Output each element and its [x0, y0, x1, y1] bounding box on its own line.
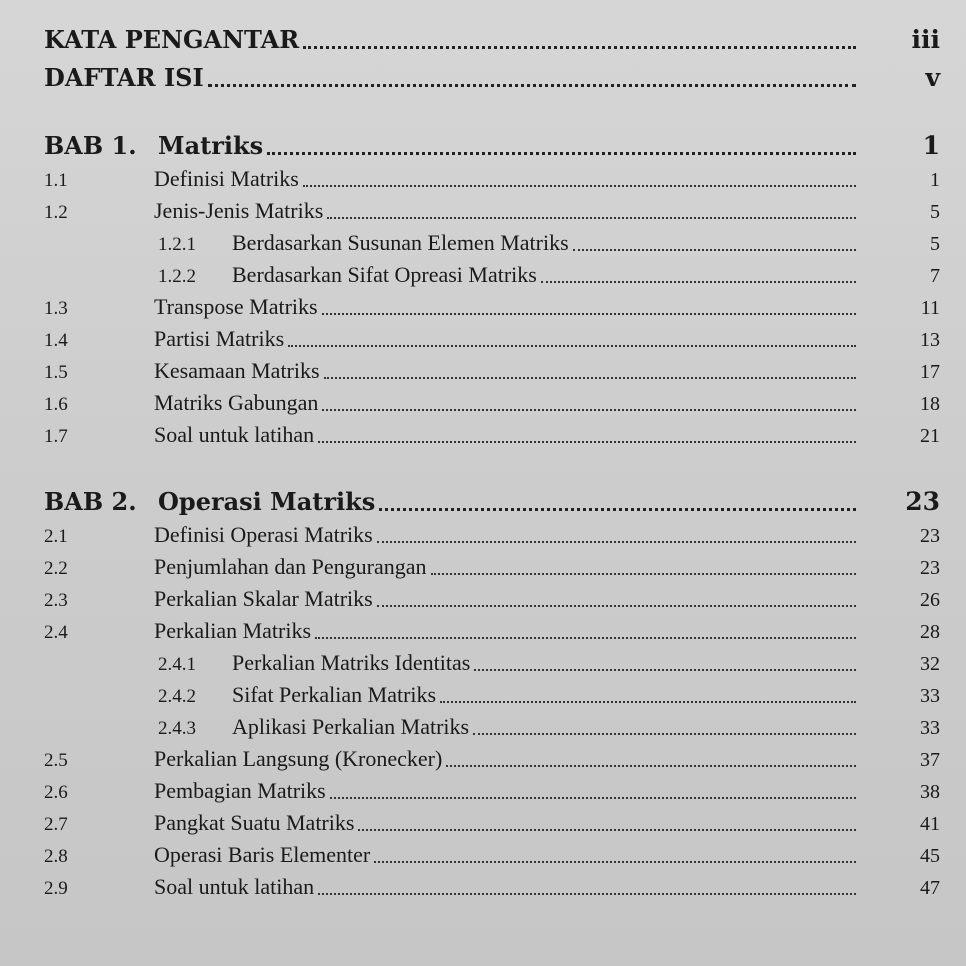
leader-dots: [322, 296, 856, 318]
entry-number: 1.2.2: [158, 266, 196, 287]
toc-entry-1-5[interactable]: [44, 350, 940, 382]
toc-entry-2-7[interactable]: [44, 802, 940, 834]
entry-number: 2.6: [44, 782, 68, 803]
toc-entry-1-2-1[interactable]: [44, 222, 940, 254]
entry-number: 1.3: [44, 298, 68, 319]
toc-page-number: 17: [920, 361, 940, 383]
leader-dots: [315, 620, 856, 642]
toc-page-number: 33: [920, 717, 940, 739]
toc-page-number: v: [925, 63, 940, 92]
entry-number: 2.4.1: [158, 654, 196, 675]
toc-entry-2-6[interactable]: [44, 770, 940, 802]
leader-dots: [208, 66, 856, 90]
entry-title: Jenis-Jenis Matriks: [154, 198, 324, 223]
entry-number: 2.1: [44, 526, 68, 547]
toc-page-number: 7: [930, 265, 940, 287]
toc-page-number: 13: [920, 329, 940, 351]
toc-front-daftar-isi[interactable]: [44, 52, 940, 90]
toc-entry-2-2[interactable]: [44, 546, 940, 578]
leader-dots: [474, 652, 856, 674]
entry-title: Perkalian Skalar Matriks: [154, 586, 373, 611]
leader-dots: [377, 588, 856, 610]
toc-page-number: 38: [920, 781, 940, 803]
toc-entry-2-9[interactable]: [44, 866, 940, 898]
chapter-title: Matriks: [158, 131, 264, 160]
chapter-label: BAB 2.: [44, 487, 137, 516]
entry-number: 2.4: [44, 622, 68, 643]
toc-page-number: 26: [920, 589, 940, 611]
leader-dots: [473, 716, 856, 738]
toc-entry-2-4[interactable]: [44, 610, 940, 642]
entry-title: Berdasarkan Susunan Elemen Matriks: [232, 230, 569, 255]
toc-page-number: 18: [920, 393, 940, 415]
toc-page-number: 1: [922, 131, 940, 160]
leader-dots: [288, 328, 856, 350]
toc-page-number: 47: [920, 877, 940, 899]
toc-entry-1-3[interactable]: [44, 286, 940, 318]
toc-entry-2-8[interactable]: [44, 834, 940, 866]
toc-chapter-1[interactable]: [44, 120, 940, 158]
toc-chapter-2[interactable]: [44, 476, 940, 514]
toc-entry-1-2[interactable]: [44, 190, 940, 222]
entry-number: 2.5: [44, 750, 68, 771]
entry-number: 2.4.3: [158, 718, 196, 739]
entry-number: 2.7: [44, 814, 68, 835]
toc-entry-2-4-1[interactable]: [44, 642, 940, 674]
entry-title: Matriks Gabungan: [154, 390, 319, 415]
entry-title: Aplikasi Perkalian Matriks: [232, 714, 470, 739]
leader-dots: [374, 844, 856, 866]
entry-number: 2.9: [44, 878, 68, 899]
leader-dots: [324, 360, 856, 382]
entry-number: 1.7: [44, 426, 68, 447]
toc-entry-2-3[interactable]: [44, 578, 940, 610]
toc-page-number: 28: [920, 621, 940, 643]
toc-page-number: 23: [920, 557, 940, 579]
toc-entry-1-6[interactable]: [44, 382, 940, 414]
leader-dots: [330, 780, 856, 802]
leader-dots: [431, 556, 857, 578]
entry-title: Definisi Operasi Matriks: [154, 522, 373, 547]
leader-dots: [303, 168, 856, 190]
leader-dots: [379, 490, 856, 514]
toc-page-number: 32: [920, 653, 940, 675]
entry-number: 2.4.2: [158, 686, 196, 707]
entry-title: Berdasarkan Sifat Opreasi Matriks: [232, 262, 537, 287]
leader-dots: [327, 200, 856, 222]
entry-title: Kesamaan Matriks: [154, 358, 320, 383]
entry-number: 1.2: [44, 202, 68, 223]
toc-entry-title: DAFTAR ISI: [44, 63, 204, 92]
entry-title: Partisi Matriks: [154, 326, 285, 351]
entry-number: 1.5: [44, 362, 68, 383]
toc-entry-2-4-2[interactable]: [44, 674, 940, 706]
toc-entry-1-4[interactable]: [44, 318, 940, 350]
entry-number: 2.2: [44, 558, 68, 579]
leader-dots: [318, 424, 856, 446]
toc-page-number: 33: [920, 685, 940, 707]
toc-entry-1-1[interactable]: [44, 158, 940, 190]
toc-page-number: 11: [920, 297, 940, 319]
toc-page-number: 23: [905, 487, 940, 516]
entry-title: Soal untuk latihan: [154, 422, 315, 447]
entry-title: Perkalian Matriks: [154, 618, 312, 643]
chapter-label: BAB 1.: [44, 131, 137, 160]
entry-number: 1.4: [44, 330, 68, 351]
entry-number: 2.3: [44, 590, 68, 611]
entry-title: Pembagian Matriks: [154, 778, 326, 803]
section-spacer: [44, 446, 940, 476]
leader-dots: [573, 232, 856, 254]
leader-dots: [541, 264, 856, 286]
leader-dots: [303, 28, 856, 52]
entry-title: Penjumlahan dan Pengurangan: [154, 554, 427, 579]
table-of-contents: [44, 14, 940, 898]
leader-dots: [267, 134, 856, 158]
entry-number: 1.6: [44, 394, 68, 415]
toc-front-kata-pengantar[interactable]: [44, 14, 940, 52]
toc-entry-title: KATA PENGANTAR: [44, 25, 300, 54]
entry-title: Definisi Matriks: [154, 166, 299, 191]
entry-title: Transpose Matriks: [154, 294, 318, 319]
chapter-title: Operasi Matriks: [158, 487, 376, 516]
leader-dots: [446, 748, 856, 770]
toc-page-number: 21: [920, 425, 940, 447]
entry-title: Perkalian Matriks Identitas: [232, 650, 471, 675]
entry-title: Sifat Perkalian Matriks: [232, 682, 437, 707]
toc-entry-2-5[interactable]: [44, 738, 940, 770]
toc-entry-2-1[interactable]: [44, 514, 940, 546]
toc-page-number: iii: [911, 25, 940, 54]
toc-page-number: 5: [930, 201, 940, 223]
entry-title: Perkalian Langsung (Kronecker): [154, 746, 443, 771]
leader-dots: [377, 524, 856, 546]
entry-title: Operasi Baris Elementer: [154, 842, 371, 867]
leader-dots: [322, 392, 856, 414]
entry-number: 1.1: [44, 170, 68, 191]
toc-page-number: 1: [930, 169, 940, 191]
toc-page-number: 37: [920, 749, 940, 771]
leader-dots: [440, 684, 856, 706]
leader-dots: [318, 876, 856, 898]
toc-page-number: 5: [930, 233, 940, 255]
entry-number: 1.2.1: [158, 234, 196, 255]
toc-page-number: 23: [920, 525, 940, 547]
toc-entry-1-2-2[interactable]: [44, 254, 940, 286]
toc-page-number: 45: [920, 845, 940, 867]
toc-entry-1-7[interactable]: [44, 414, 940, 446]
entry-title: Pangkat Suatu Matriks: [154, 810, 355, 835]
toc-page-number: 41: [920, 813, 940, 835]
section-spacer: [44, 90, 940, 120]
leader-dots: [358, 812, 856, 834]
entry-number: 2.8: [44, 846, 68, 867]
toc-entry-2-4-3[interactable]: [44, 706, 940, 738]
entry-title: Soal untuk latihan: [154, 874, 315, 899]
